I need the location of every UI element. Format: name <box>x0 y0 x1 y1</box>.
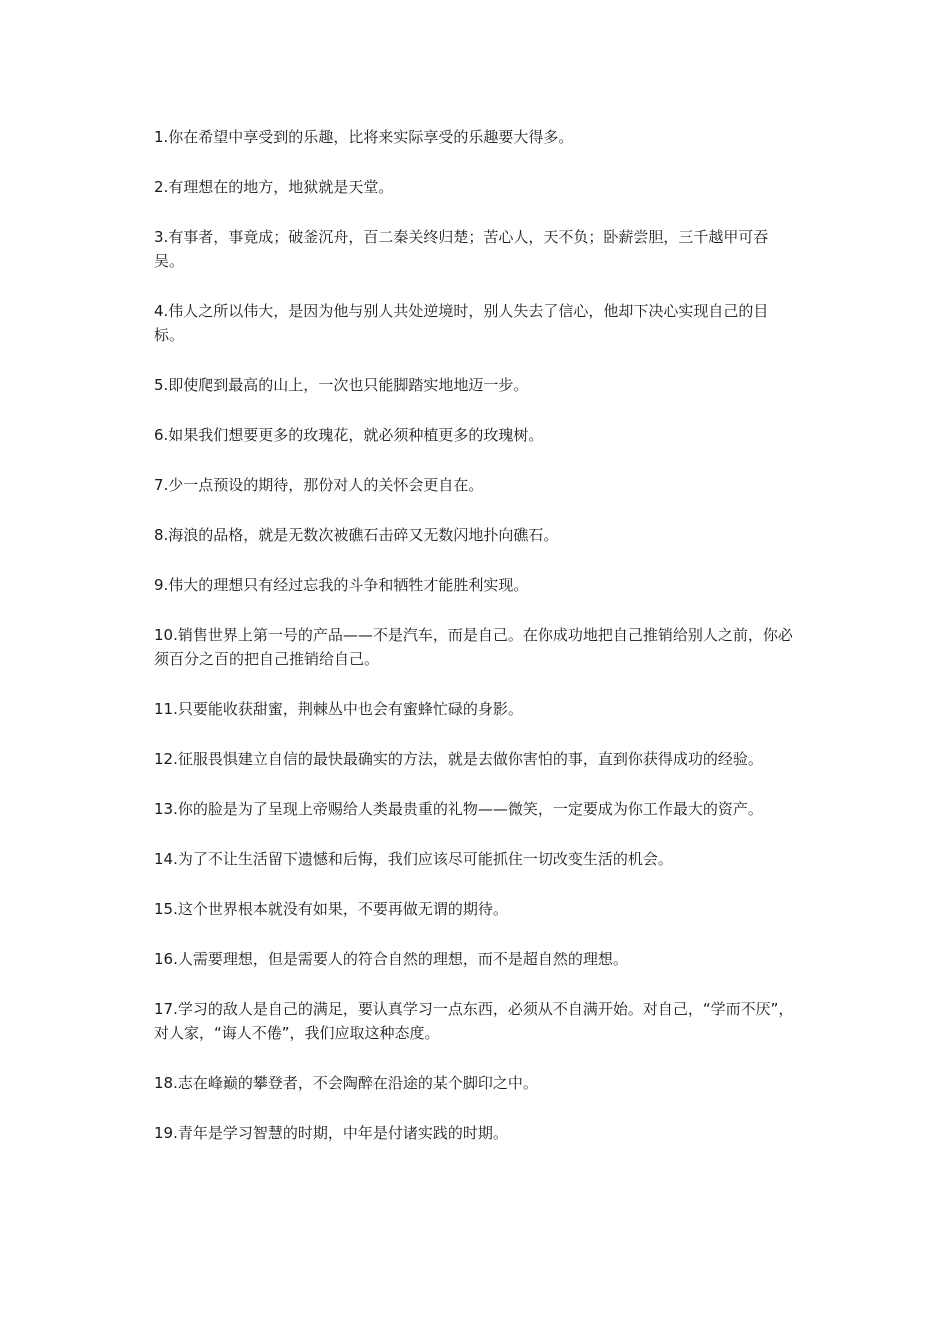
quote-item: 2.有理想在的地方，地狱就是天堂。 <box>154 178 394 196</box>
quote-item: 11.只要能收获甜蜜，荆棘丛中也会有蜜蜂忙碌的身影。 <box>154 700 523 718</box>
quote-item: 8.海浪的品格，就是无数次被礁石击碎又无数闪地扑向礁石。 <box>154 526 559 544</box>
quote-list <box>154 125 794 1171</box>
quote-item: 16.人需要理想，但是需要人的符合自然的理想，而不是超自然的理想。 <box>154 950 628 968</box>
quote-item: 9.伟大的理想只有经过忘我的斗争和牺牲才能胜利实现。 <box>154 576 529 594</box>
quote-item: 3.有事者，事竟成；破釜沉舟，百二秦关终归楚；苦心人，天不负；卧薪尝胆，三千越甲可吞吴。 <box>154 228 769 270</box>
quote-item: 5.即使爬到最高的山上，一次也只能脚踏实地地迈一步。 <box>154 376 529 394</box>
quote-item: 12.征服畏惧建立自信的最快最确实的方法，就是去做你害怕的事，直到你获得成功的经验。 <box>154 750 763 768</box>
quote-item: 13.你的脸是为了呈现上帝赐给人类最贵重的礼物——微笑，一定要成为你工作最大的资产。 <box>154 800 763 818</box>
quote-item: 19.青年是学习智慧的时期，中年是付诸实践的时期。 <box>154 1124 508 1142</box>
quote-item: 14.为了不让生活留下遗憾和后悔，我们应该尽可能抓住一切改变生活的机会。 <box>154 850 673 868</box>
quote-item: 15.这个世界根本就没有如果，不要再做无谓的期待。 <box>154 900 508 918</box>
quote-item: 17.学习的敌人是自己的满足，要认真学习一点东西，必须从不自满开始。对自己，“学而不厌”，对人家，“诲人不倦”，我们应取这种态度。 <box>154 1000 794 1042</box>
quote-item: 10.销售世界上第一号的产品——不是汽车，而是自己。在你成功地把自己推销给别人之前，你必须百分之百的把自己推销给自己。 <box>154 626 793 668</box>
quote-item: 4.伟人之所以伟大，是因为他与别人共处逆境时，别人失去了信心，他却下决心实现自己的目标。 <box>154 302 769 344</box>
quote-item: 7.少一点预设的期待，那份对人的关怀会更自在。 <box>154 476 484 494</box>
quote-item: 18.志在峰巅的攀登者，不会陶醉在沿途的某个脚印之中。 <box>154 1074 538 1092</box>
quote-item: 1.你在希望中享受到的乐趣，比将来实际享受的乐趣要大得多。 <box>154 128 574 146</box>
quote-item: 6.如果我们想要更多的玫瑰花，就必须种植更多的玫瑰树。 <box>154 426 544 444</box>
